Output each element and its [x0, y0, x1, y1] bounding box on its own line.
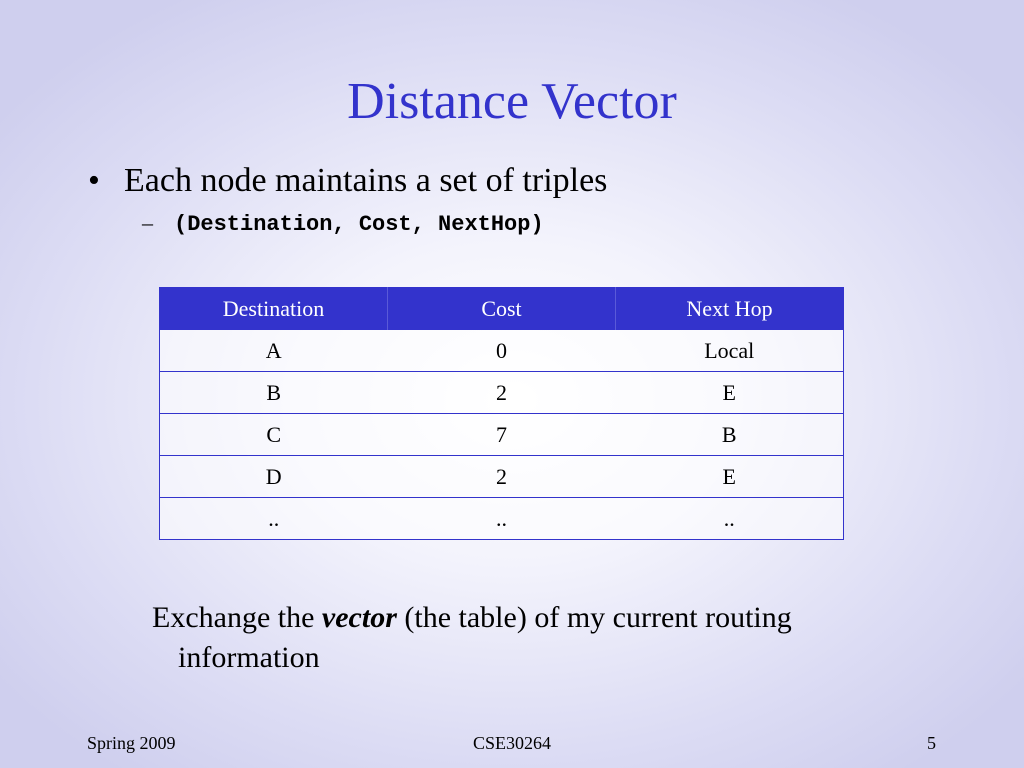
cell-destination: D — [160, 456, 388, 498]
table-row — [160, 414, 844, 456]
cell-cost: 7 — [388, 414, 616, 456]
exchange-suffix: (the table) of my current routing — [396, 601, 792, 634]
sub-bullet-text: (Destination, Cost, NextHop) — [174, 212, 544, 237]
exchange-prefix: Exchange the — [152, 601, 322, 634]
footer-page-number: 5 — [927, 733, 936, 753]
exchange-paragraph — [152, 598, 912, 678]
footer-date: Spring 2009 — [87, 733, 176, 753]
cell-cost: 2 — [388, 372, 616, 414]
exchange-emphasis: vector — [321, 601, 397, 634]
table-row — [160, 456, 844, 498]
slide-title: Distance Vector — [347, 73, 677, 130]
cell-next-hop: .. — [616, 498, 844, 540]
header-next-hop: Next Hop — [616, 288, 844, 330]
cell-next-hop: B — [616, 414, 844, 456]
table-row — [160, 372, 844, 414]
footer-course: CSE30264 — [472, 733, 551, 753]
cell-cost: .. — [388, 498, 616, 540]
cell-cost: 0 — [388, 330, 616, 372]
cell-next-hop: E — [616, 372, 844, 414]
header-destination: Destination — [160, 288, 388, 330]
cell-next-hop: E — [616, 456, 844, 498]
cell-destination: .. — [160, 498, 388, 540]
bullet-dot: • — [88, 162, 100, 199]
bullet-text: Each node maintains a set of triples — [124, 162, 608, 199]
sub-bullet-dash: – — [142, 210, 153, 235]
cell-destination: C — [160, 414, 388, 456]
main-bullet — [88, 160, 607, 202]
table-row — [160, 498, 844, 540]
table-row — [160, 330, 844, 372]
cell-destination: A — [160, 330, 388, 372]
exchange-line2: information — [178, 641, 320, 674]
routing-table — [159, 287, 844, 540]
header-cost: Cost — [388, 288, 616, 330]
sub-bullet — [142, 208, 544, 240]
cell-cost: 2 — [388, 456, 616, 498]
cell-destination: B — [160, 372, 388, 414]
cell-next-hop: Local — [616, 330, 844, 372]
table-header-row — [160, 288, 844, 330]
